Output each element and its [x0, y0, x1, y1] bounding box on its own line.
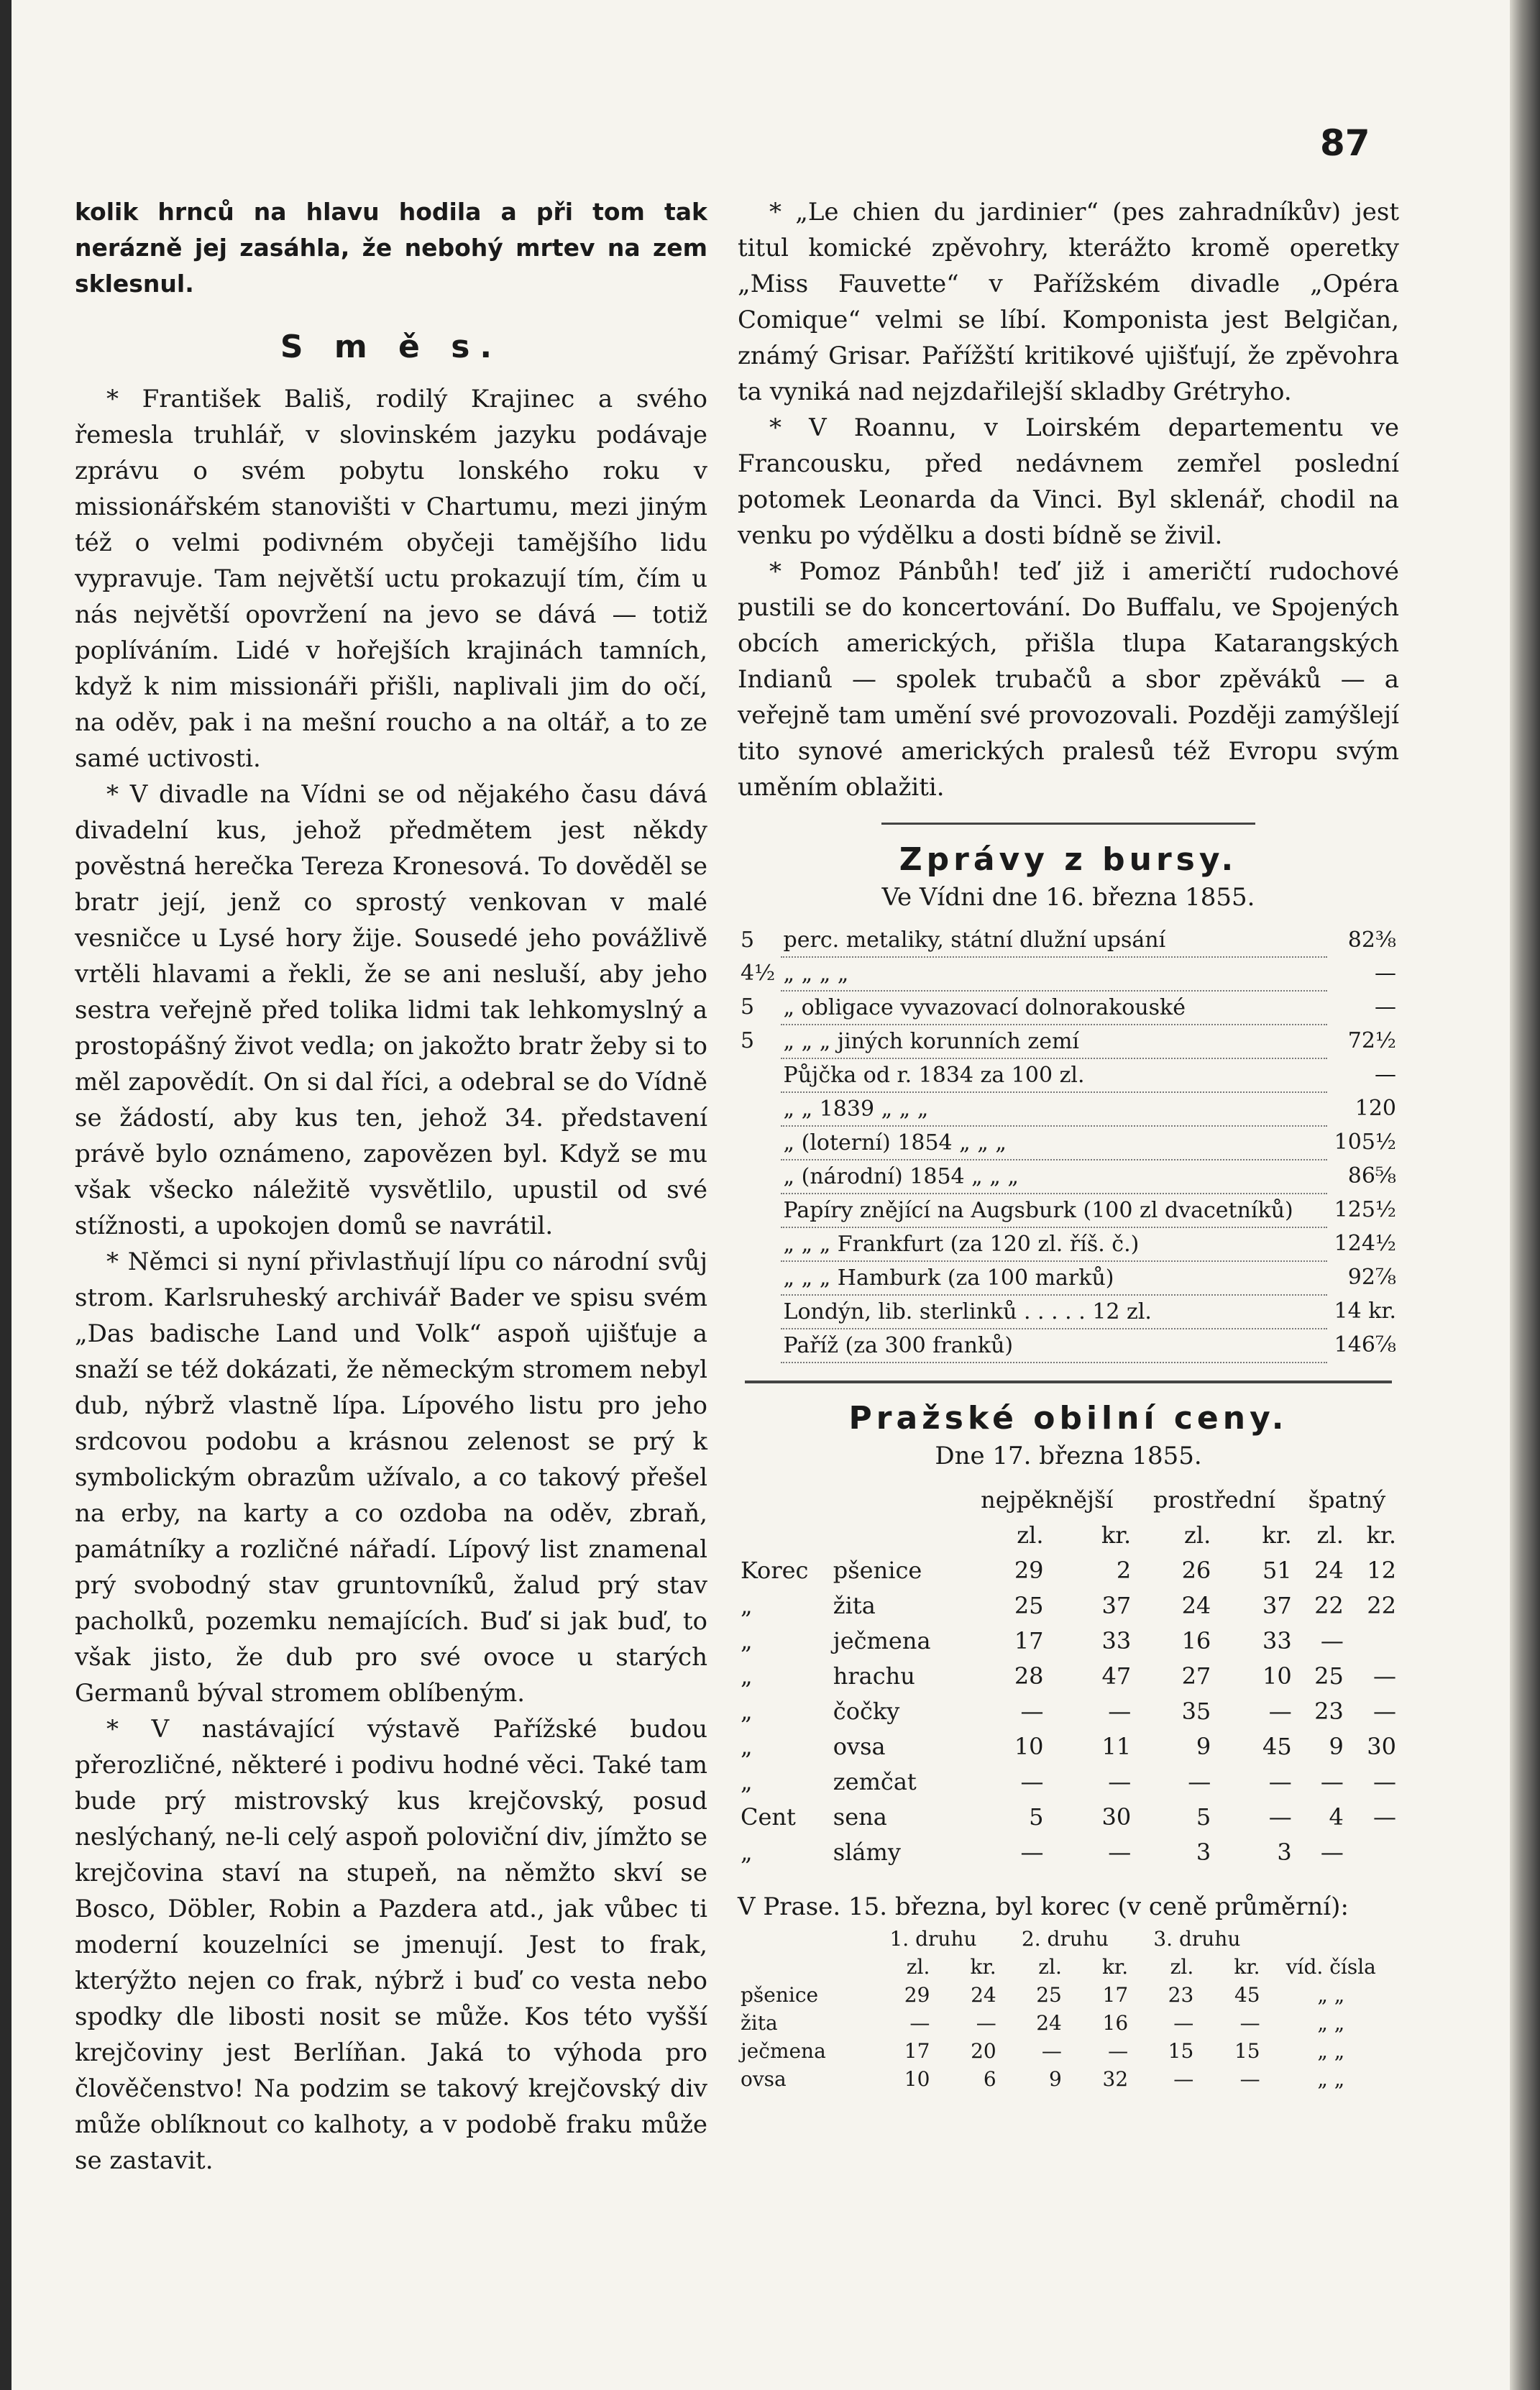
column-header: 3. druhu	[1153, 1927, 1241, 1951]
table-row: 5 perc. metaliky, státní dlužní upsání 82⅜	[738, 924, 1399, 957]
column-header: prostřední	[1153, 1486, 1275, 1514]
prague-average-table	[738, 1925, 1399, 2093]
column-header: špatný	[1308, 1486, 1386, 1514]
intro-paragraph: kolik hrnců na hlavu hodila a při tom tak nerázně jej zasáhla, že nebohý mrtev na zem sklesnul.	[75, 198, 707, 298]
grain-prices-subtitle: Dne 17. března 1855.	[935, 1442, 1202, 1470]
section-heading-smes: S m ě s.	[280, 329, 503, 365]
table-row: „ ovsa 10 11 9 45 9 30	[741, 1733, 1396, 1760]
table-row: „ (loterní) 1854 „ „ „ 105½	[738, 1126, 1399, 1160]
table-row: Půjčka od r. 1834 za 100 zl. —	[738, 1058, 1399, 1092]
table-row: Papíry znějící na Augsburk (100 zl dvacetníků) 125½	[738, 1194, 1399, 1227]
table-row: „ „ „ Hamburk (za 100 marků) 92⅞	[738, 1261, 1399, 1295]
table-row: „ slámy — — 3 3 —	[741, 1839, 1344, 1866]
right-column	[738, 194, 1399, 2093]
table-row: „ zemčat — — — — — —	[741, 1768, 1396, 1795]
page-edge-right	[1510, 0, 1540, 2390]
table-header-row	[738, 1925, 1399, 1953]
news-item-vystava: * V nastávající výstavě Pařížské budou přerozličné, některé i podivu hodné věci. Také tam bude prý mistrovský kus krejčovský, posud neslýchaný, ne-li celý aspoň poloviční div, jímžto se krejčovina staví na stupeň, na němžto skví se Bosco, Döbler, Robin a Pazdera atd., jak vůbec ti moderní kouzelníci se jmenují. Jest to frak, kterýžto nejen co frak, nýbrž i buď co vesta nebo spodky dle libosti nosit se může. Kos této vyšší krejčoviny jest Berlíňan. Jaká to výhoda pro člověčenstvo! Na podzim se takový krejčovský div může oblíknout co kalhoty, a v podobě fraku může se zastavit.	[75, 1715, 707, 2175]
table-row: ječmena 17 20 — — 15 15 „ „	[741, 2039, 1345, 2063]
table-row: 5 „ „ „ jiných korunních zemí 72½	[738, 1025, 1399, 1058]
table-row: 4½ „ „ „ „ —	[738, 957, 1399, 991]
column-header: 1. druhu	[889, 1927, 977, 1951]
news-item-lipa: * Němci si nyní přivlastňují lípu co národní svůj strom. Karlsruheský archivář Bader ve spisu svém „Das badische Land und Volk“ aspoň ujišťuje a snaží se též dokázati, že německým stromem nebyl dub, nýbrž vlastně lípa. Lípového listu pro jeho srdcovou podobu a krásnou zelenost se prý k symbolickým obrazům užívalo, a co takový přešel na erby, na karty a co ozdoba na oděv, zbraň, památníky a rozličné nářadí. Lípový list znamenal prý svobodný stav gruntovníků, žalud prý stav pacholků, pozemku nemajících. Buď si jak buď, to však jisto, že dub pro své ovoce u starých Germanů býval stromem oblíbeným.	[75, 1247, 707, 1708]
divider	[745, 1381, 1392, 1383]
bourse-subtitle: Ve Vídni dne 16. března 1855.	[881, 883, 1255, 912]
table-row: Korec pšenice 29 2 26 51 24 12	[741, 1557, 1396, 1584]
news-item-vinci: * V Roannu, v Loirském departementu ve Francousku, před nedávnem zemřel poslední potomek Leonarda da Vinci. Byl sklenář, chodil na venku po výdělku a dosti bídně se živil.	[738, 413, 1399, 550]
left-column	[75, 194, 707, 2179]
table-row: Cent sena 5 30 5 — 4 —	[741, 1803, 1396, 1831]
table-row: žita — — 24 16 — — „ „	[741, 2011, 1345, 2035]
table-unit-row: zl. kr. zl. kr. zl. kr.	[1017, 1521, 1396, 1549]
table-row: Londýn, lib. sterlinků . . . . . 12 zl. 14 kr.	[738, 1295, 1399, 1329]
grain-prices-title: Pražské obilní ceny.	[848, 1400, 1288, 1437]
table-row: „ (národní) 1854 „ „ „ 86⅝	[738, 1160, 1399, 1194]
table-unit-row: zl. kr. zl. kr. zl. kr. víd. čísla	[906, 1955, 1376, 1979]
page-number: 87	[1320, 122, 1370, 164]
table-row: Paříž (za 300 franků) 146⅞	[738, 1329, 1399, 1363]
news-item-indiani: * Pomoz Pánbůh! teď již i američtí rudochové pustili se do koncertování. Do Buffalu, ve Spojených obcích amerických, přišla tlupa Katarangských Indianů — spolek trubačů a sbor zpěváků — a veřejně tam umění své provozovali. Později zamýšlejí tito synové amerických pralesů též Evropu svým uměním oblažiti.	[738, 557, 1399, 802]
news-item-zpevohra: * „Le chien du jardinier“ (pes zahradníkův) jest titul komické zpěvohry, kterážto kromě operetky „Miss Fauvette“ v Pařížském divadle „Opéra Comique“ velmi se líbí. Komponista jest Belgičan, známý Grisar. Pařížští kritikové ujišťují, že zpěvohra ta vyniká nad nejzdařilejší skladby Grétryho.	[738, 198, 1399, 406]
table-row: 5 „ obligace vyvazovací dolnorakouské —	[738, 991, 1399, 1025]
table-header-row	[738, 1483, 1399, 1518]
prague-average-intro: V Prase. 15. března, byl korec (v ceně průměrní):	[738, 1892, 1349, 1921]
table-row: „ čočky — — 35 — 23 —	[741, 1698, 1396, 1725]
table-row: pšenice 29 24 25 17 23 45 „ „	[741, 1983, 1345, 2007]
bourse-table	[738, 924, 1399, 1363]
bourse-title: Zprávy z bursy.	[899, 841, 1238, 878]
table-row: „ hrachu 28 47 27 10 25 —	[741, 1662, 1396, 1690]
news-item-kronesova: * V divadle na Vídni se od nějakého času dává divadelní kus, jehož předmětem jest někdy pověstná herečka Tereza Kronesová. To dověděl se bratr její, jenž co sprostý venkovan v malé vesničce u Lysé hory žije. Sousedé jeho povážlivě vrtěli hlavami a řekli, že se ani nesluší, aby jeho sestra veřejně před tolika lidmi tak lehkomyslný a prostopášný život vedla; on jakožto bratr žeby si to měl zapovědít. On si dal říci, a odebral se do Vídně se žádostí, aby kus ten, jehož 34. představení právě bylo oznámeno, zapovězen byl. Když se mu však všecko náležitě vysvětlilo, upustil od své stížnosti, a upokojen domů se navrátil.	[75, 780, 707, 1240]
column-header: 2. druhu	[1021, 1927, 1109, 1951]
page-edge-left	[0, 0, 12, 2390]
grain-prices-table	[738, 1483, 1399, 1870]
news-item-balis: * František Bališ, rodilý Krajinec a svého řemesla truhlář, v slovinském jazyku podávaje zprávu o svém pobytu lonského roku v missionářském stanovišti v Chartumu, mezi jiným též o velmi podivném obyčeji tamějšího lidu vypravuje. Tam největší uctu prokazují tím, čím u nás největší opovržení na jevo se dává — totiž poplíváním. Lidé v hořejších krajinách tamních, když k nim missionáři přišli, naplivali jim do očí, na oděv, pak i na mešní roucho a na oltář, a to ze samé uctivosti.	[75, 385, 707, 773]
column-header: nejpěknější	[981, 1486, 1114, 1514]
table-row: „ ječmena 17 33 16 33 —	[741, 1627, 1344, 1654]
table-row: „ „ „ Frankfurt (za 120 zl. říš. č.) 124½	[738, 1227, 1399, 1261]
table-row: ovsa 10 6 9 32 — — „ „	[741, 2067, 1345, 2091]
table-row: „ žita 25 37 24 37 22 22	[741, 1592, 1396, 1619]
table-row: „ „ 1839 „ „ „ 120	[738, 1092, 1399, 1126]
divider	[881, 823, 1255, 825]
